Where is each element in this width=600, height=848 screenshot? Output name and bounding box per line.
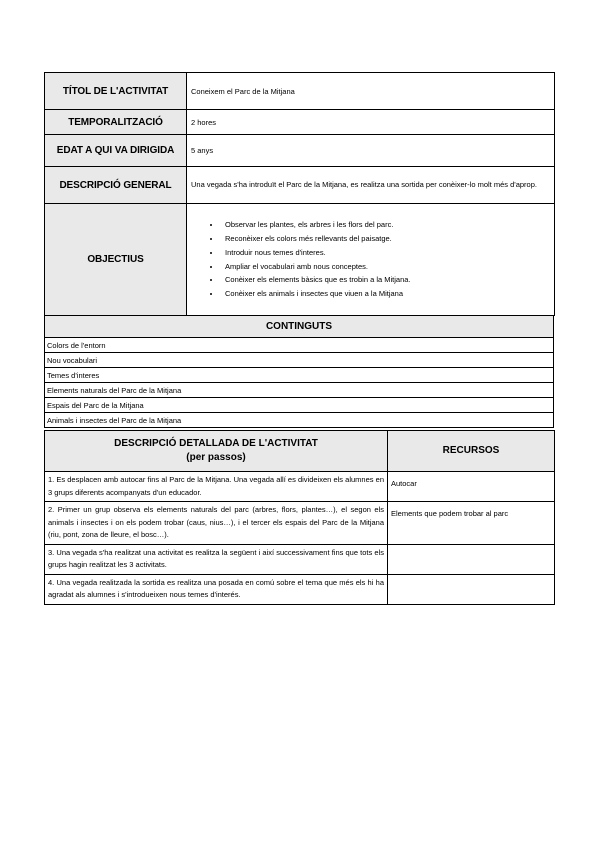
temporalitzacio-row bbox=[45, 110, 555, 135]
activitat-recurs: Elements que podem trobar al parc bbox=[388, 502, 555, 545]
recursos-header: RECURSOS bbox=[388, 431, 555, 472]
contingut-item: Temes d'interes bbox=[45, 368, 554, 383]
activitat-step: 4. Una vegada realitzada la sortida es realitza una posada en comú sobre el tema que més els hi ha agradat als alumnes i s'introdueixen nous temes d'interés. bbox=[45, 574, 388, 604]
objectiu-item: • Observar les plantes, els arbres i les flors del parc. bbox=[221, 218, 550, 232]
contingut-item: Espais del Parc de la Mitjana bbox=[45, 398, 554, 413]
temporalitzacio-value: 2 hores bbox=[187, 110, 555, 135]
activitat-row bbox=[45, 472, 555, 502]
descripcio-detallada-subtitle: (per passos) bbox=[186, 452, 246, 463]
edat-label: EDAT A QUI VA DIRIGIDA bbox=[45, 135, 187, 167]
activitat-recurs bbox=[388, 574, 555, 604]
continguts-header: CONTINGUTS bbox=[45, 316, 554, 338]
activitat-table bbox=[44, 430, 555, 605]
activitat-recurs bbox=[388, 544, 555, 574]
edat-row bbox=[45, 135, 555, 167]
contingut-item: Colors de l'entorn bbox=[45, 338, 554, 353]
objectiu-item: • Ampliar el vocabulari amb nous conceptes. bbox=[221, 260, 550, 274]
activitat-row bbox=[45, 502, 555, 545]
titol-label: TÍTOL DE L'ACTIVITAT bbox=[45, 73, 187, 110]
activitat-recurs: Autocar bbox=[388, 472, 555, 502]
activitat-step: 2. Primer un grup observa els elements naturals del parc (arbres, flors, plantes…), el segon els animals i insectes i on els podem trobar (caus, nius…), i el tercer els espais del Parc de la Mitjana (riu, pont, zona de lleure, el bosc…). bbox=[45, 502, 388, 545]
activitat-header-row bbox=[45, 431, 555, 472]
contingut-item: Nou vocabulari bbox=[45, 353, 554, 368]
objectius-label: OBJECTIUS bbox=[45, 204, 187, 316]
descripcio-detallada-header bbox=[45, 431, 388, 472]
contingut-item: Animals i insectes del Parc de la Mitjana bbox=[45, 413, 554, 428]
titol-row bbox=[45, 73, 555, 110]
objectiu-item: • Introduir nous temes d'interes. bbox=[221, 246, 550, 260]
contingut-item: Elements naturals del Parc de la Mitjana bbox=[45, 383, 554, 398]
objectiu-item: • Conèixer els animals i insectes que viuen a la Mitjana bbox=[221, 287, 550, 301]
titol-value: Coneixem el Parc de la Mitjana bbox=[187, 73, 555, 110]
activitat-row bbox=[45, 574, 555, 604]
objectiu-item: • Conèixer els elements bàsics que es trobin a la Mitjana. bbox=[221, 273, 550, 287]
descripcio-detallada-title: DESCRIPCIÓ DETALLADA DE L'ACTIVITAT bbox=[114, 438, 318, 449]
objectius-list bbox=[191, 218, 550, 300]
continguts-header-row bbox=[45, 316, 554, 338]
activitat-row bbox=[45, 544, 555, 574]
activity-info-table bbox=[44, 72, 555, 316]
objectiu-item: • Reconèixer els colors més rellevants del paisatge. bbox=[221, 232, 550, 246]
objectius-cell bbox=[187, 204, 555, 316]
temporalitzacio-label: TEMPORALITZACIÓ bbox=[45, 110, 187, 135]
descripcio-row bbox=[45, 167, 555, 204]
descripcio-label: DESCRIPCIÓ GENERAL bbox=[45, 167, 187, 204]
descripcio-value: Una vegada s'ha introduït el Parc de la Mitjana, es realitza una sortida per conèixer-lo molt més d'aprop. bbox=[187, 167, 555, 204]
activitat-step: 3. Una vegada s'ha realitzat una activitat es realitza la següent i així successivament fins que tots els grups hagin realitzat les 3 activitats. bbox=[45, 544, 388, 574]
objectius-row bbox=[45, 204, 555, 316]
continguts-table bbox=[44, 315, 554, 428]
edat-value: 5 anys bbox=[187, 135, 555, 167]
activitat-step: 1. Es desplacen amb autocar fins al Parc de la Mitjana. Una vegada allí es divideixen els alumnes en 3 grups diferents acompanyats d'un educador. bbox=[45, 472, 388, 502]
